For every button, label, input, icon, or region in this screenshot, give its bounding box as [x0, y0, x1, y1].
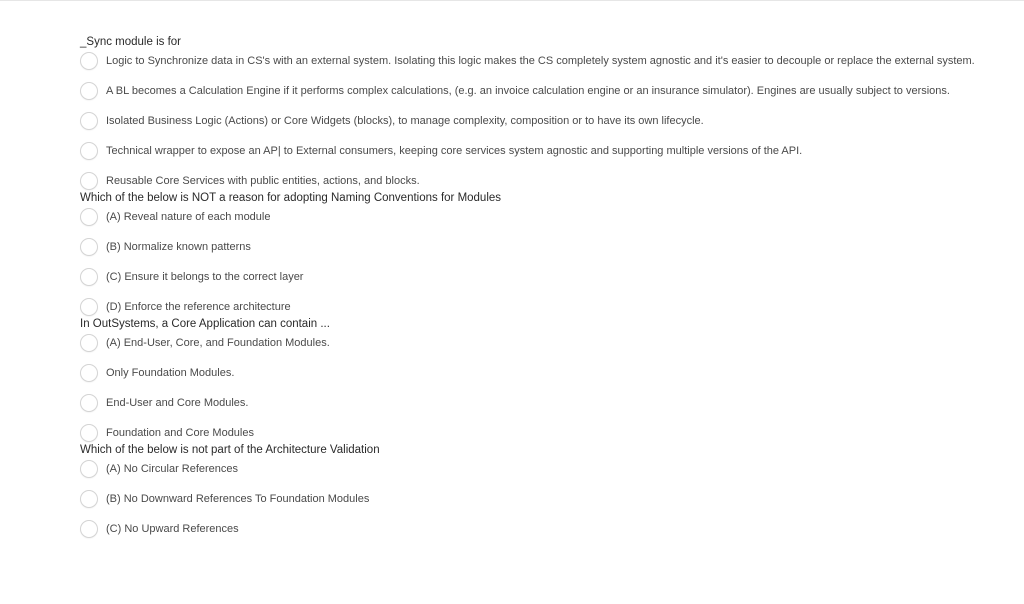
radio-button[interactable] — [80, 82, 98, 100]
quiz-list — [80, 35, 1024, 539]
question-text: Which of the below is not part of the Architecture Validation — [80, 444, 380, 456]
answer-option[interactable] — [80, 393, 1024, 413]
answer-option[interactable] — [80, 81, 1024, 101]
answer-option[interactable] — [80, 519, 1024, 539]
answer-label: Only Foundation Modules. — [106, 367, 235, 379]
answer-label: (C) Ensure it belongs to the correct layer — [106, 271, 304, 283]
radio-button[interactable] — [80, 142, 98, 160]
question-text: In OutSystems, a Core Application can contain ... — [80, 318, 330, 330]
radio-button[interactable] — [80, 298, 98, 316]
answer-label: A BL becomes a Calculation Engine if it performs complex calculations, (e.g. an invoice calculation engine or an insurance simulator). Engines are usually subject to versions. — [106, 85, 950, 97]
answer-option[interactable] — [80, 267, 1024, 287]
answer-option[interactable] — [80, 237, 1024, 257]
answer-option[interactable] — [80, 459, 1024, 479]
question-4 — [80, 443, 1024, 539]
answer-label: Technical wrapper to expose an AP| to External consumers, keeping core services system agnostic and supporting multiple versions of the API. — [106, 145, 803, 157]
answer-option[interactable] — [80, 297, 1024, 317]
radio-button[interactable] — [80, 268, 98, 286]
question-3 — [80, 317, 1024, 443]
answer-label: (B) No Downward References To Foundation Modules — [106, 493, 370, 505]
radio-button[interactable] — [80, 520, 98, 538]
answer-options — [80, 51, 1024, 191]
answer-label: (A) Reveal nature of each module — [106, 211, 271, 223]
question-1 — [80, 35, 1024, 191]
answer-option[interactable] — [80, 51, 1024, 71]
answer-options — [80, 459, 1024, 539]
answer-options — [80, 333, 1024, 443]
answer-label: (B) Normalize known patterns — [106, 241, 251, 253]
radio-button[interactable] — [80, 238, 98, 256]
radio-button[interactable] — [80, 424, 98, 442]
radio-button[interactable] — [80, 334, 98, 352]
radio-button[interactable] — [80, 460, 98, 478]
radio-button[interactable] — [80, 394, 98, 412]
answer-label: (C) No Upward References — [106, 523, 239, 535]
answer-label: Foundation and Core Modules — [106, 427, 254, 439]
radio-button[interactable] — [80, 112, 98, 130]
answer-label: Logic to Synchronize data in CS's with an external system. Isolating this logic makes the CS completely system agnostic and it's easier to decouple or replace the external system. — [106, 55, 975, 67]
answer-label: (A) End-User, Core, and Foundation Modules. — [106, 337, 330, 349]
radio-button[interactable] — [80, 208, 98, 226]
radio-button[interactable] — [80, 172, 98, 190]
radio-button[interactable] — [80, 490, 98, 508]
radio-button[interactable] — [80, 364, 98, 382]
question-text: _Sync module is for — [80, 36, 181, 48]
answer-option[interactable] — [80, 207, 1024, 227]
answer-label: Reusable Core Services with public entities, actions, and blocks. — [106, 175, 420, 187]
answer-label: End-User and Core Modules. — [106, 397, 249, 409]
answer-label: (D) Enforce the reference architecture — [106, 301, 291, 313]
answer-option[interactable] — [80, 141, 1024, 161]
answer-label: Isolated Business Logic (Actions) or Core Widgets (blocks), to manage complexity, composition or to have its own lifecycle. — [106, 115, 704, 127]
answer-options — [80, 207, 1024, 317]
answer-option[interactable] — [80, 333, 1024, 353]
answer-option[interactable] — [80, 489, 1024, 509]
answer-option[interactable] — [80, 111, 1024, 131]
answer-label: (A) No Circular References — [106, 463, 239, 475]
answer-option[interactable] — [80, 363, 1024, 383]
answer-option[interactable] — [80, 423, 1024, 443]
radio-button[interactable] — [80, 52, 98, 70]
question-2 — [80, 191, 1024, 317]
answer-option[interactable] — [80, 171, 1024, 191]
question-text: Which of the below is NOT a reason for adopting Naming Conventions for Modules — [80, 192, 502, 204]
